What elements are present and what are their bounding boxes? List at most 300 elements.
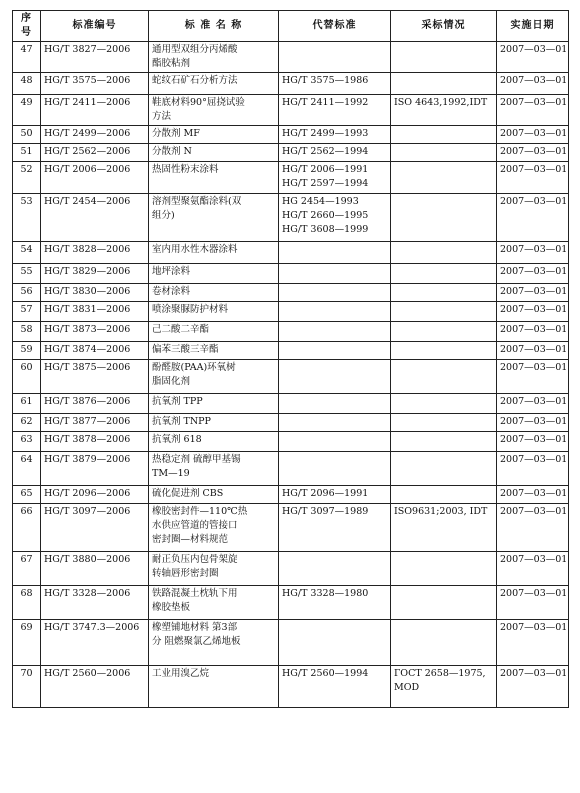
cell-text: ГОСТ 2658—1975, <box>394 668 486 679</box>
cell-text: HG/T 2096—2006 <box>44 488 131 499</box>
cell-replaces <box>279 342 391 360</box>
cell-text: 66 <box>20 506 33 517</box>
cell-text: TM—19 <box>152 468 190 479</box>
table-row <box>13 302 569 322</box>
cell-replaces <box>279 95 391 126</box>
cell-replaces <box>279 284 391 302</box>
cell-text: 2007—03—01 <box>500 266 568 277</box>
cell-date <box>497 194 569 242</box>
cell-date <box>497 162 569 194</box>
cell-date <box>497 302 569 322</box>
cell-replaces <box>279 73 391 95</box>
cell-text: 2007—03—01 <box>500 164 568 175</box>
cell-text: HG/T 2597—1994 <box>282 178 369 189</box>
cell-text: MOD <box>394 682 420 693</box>
cell-date <box>497 322 569 342</box>
table-row <box>13 452 569 486</box>
cell-text: HG/T 3747.3—2006 <box>44 622 140 633</box>
cell-date <box>497 452 569 486</box>
table-row <box>13 144 569 162</box>
cell-adoption <box>391 73 497 95</box>
table-row <box>13 414 569 432</box>
cell-name <box>149 73 279 95</box>
cell-replaces <box>279 242 391 264</box>
cell-text: 组分) <box>152 210 175 221</box>
cell-replaces <box>279 322 391 342</box>
cell-text: 62 <box>20 416 33 427</box>
cell-code <box>41 302 149 322</box>
cell-text: HG/T 2411—2006 <box>44 97 131 108</box>
cell-text: HG/T 2562—2006 <box>44 146 131 157</box>
cell-text: 卷材涂料 <box>152 286 191 297</box>
cell-text: HG 2454—1993 <box>282 196 359 207</box>
cell-name <box>149 620 279 666</box>
cell-name <box>149 242 279 264</box>
table-row <box>13 264 569 284</box>
cell-name <box>149 666 279 708</box>
cell-name <box>149 504 279 552</box>
cell-text: 47 <box>20 44 33 55</box>
standards-table <box>12 10 569 708</box>
table-row <box>13 95 569 126</box>
cell-no <box>13 162 41 194</box>
cell-name <box>149 360 279 394</box>
cell-text: 抗氧剂 TPP <box>152 396 203 407</box>
cell-text: 2007—03—01 <box>500 196 568 207</box>
cell-text: 通用型双组分丙烯酸 <box>152 44 238 55</box>
cell-text: HG/T 3328—2006 <box>44 588 131 599</box>
cell-no <box>13 264 41 284</box>
cell-text: 2007—03—01 <box>500 434 568 445</box>
cell-text: 2007—03—01 <box>500 44 568 55</box>
cell-no <box>13 552 41 586</box>
cell-no <box>13 432 41 452</box>
cell-date <box>497 284 569 302</box>
cell-text: HG/T 3827—2006 <box>44 44 131 55</box>
cell-text: 52 <box>20 164 33 175</box>
cell-no <box>13 452 41 486</box>
cell-adoption <box>391 414 497 432</box>
table-row <box>13 126 569 144</box>
cell-text: 己二酸二辛酯 <box>152 324 210 335</box>
cell-name <box>149 486 279 504</box>
cell-no <box>13 73 41 95</box>
cell-text: 分 阻燃聚氯乙烯地板 <box>152 636 241 647</box>
cell-adoption <box>391 194 497 242</box>
cell-replaces <box>279 360 391 394</box>
cell-text: 酚醛胺(PAA)环氧树 <box>152 362 236 373</box>
cell-date <box>497 552 569 586</box>
cell-code <box>41 144 149 162</box>
cell-text: 抗氧剂 618 <box>152 434 202 445</box>
cell-adoption <box>391 42 497 73</box>
cell-name <box>149 452 279 486</box>
cell-adoption <box>391 264 497 284</box>
cell-adoption <box>391 620 497 666</box>
cell-date <box>497 666 569 708</box>
cell-text: 耐正负压内包骨架旋 <box>152 554 238 565</box>
cell-no <box>13 666 41 708</box>
table-row <box>13 620 569 666</box>
cell-text: 67 <box>20 554 33 565</box>
cell-replaces <box>279 162 391 194</box>
header-no: 序号 <box>13 11 41 42</box>
cell-replaces <box>279 264 391 284</box>
cell-text: 2007—03—01 <box>500 324 568 335</box>
cell-date <box>497 73 569 95</box>
cell-text: HG/T 3575—2006 <box>44 75 131 86</box>
header-replaces: 代替标准 <box>279 11 391 42</box>
cell-name <box>149 414 279 432</box>
cell-text: ISO9631;2003, IDT <box>394 506 488 517</box>
cell-no <box>13 414 41 432</box>
cell-date <box>497 126 569 144</box>
cell-text: 热固性粉末涂料 <box>152 164 219 175</box>
cell-adoption <box>391 162 497 194</box>
cell-date <box>497 242 569 264</box>
cell-text: 鞋底材料90°屈挠试验 <box>152 97 245 108</box>
cell-text: 橡胶密封件—110℃热 <box>152 506 248 517</box>
cell-text: 硫化促进剂 CBS <box>152 488 224 499</box>
cell-no <box>13 302 41 322</box>
cell-text: HG/T 3873—2006 <box>44 324 131 335</box>
cell-text: 2007—03—01 <box>500 97 568 108</box>
cell-date <box>497 414 569 432</box>
cell-code <box>41 360 149 394</box>
cell-date <box>497 586 569 620</box>
cell-code <box>41 162 149 194</box>
cell-date <box>497 504 569 552</box>
cell-text: HG/T 3879—2006 <box>44 454 131 465</box>
cell-text: 56 <box>20 286 33 297</box>
cell-name <box>149 144 279 162</box>
cell-text: 2007—03—01 <box>500 454 568 465</box>
cell-date <box>497 42 569 73</box>
cell-code <box>41 126 149 144</box>
table-body <box>13 42 569 708</box>
cell-date <box>497 432 569 452</box>
cell-text: 59 <box>20 344 33 355</box>
cell-date <box>497 620 569 666</box>
cell-text: 水供应管道的管接口 <box>152 520 238 531</box>
table-row <box>13 322 569 342</box>
cell-text: 分散剂 N <box>152 146 192 157</box>
table-row <box>13 162 569 194</box>
cell-text: 溶剂型聚氨酯涂料(双 <box>152 196 242 207</box>
cell-name <box>149 162 279 194</box>
cell-adoption <box>391 504 497 552</box>
table-row <box>13 360 569 394</box>
cell-text: 铁路混凝土枕轨下用 <box>152 588 238 599</box>
cell-text: 63 <box>20 434 33 445</box>
table-row <box>13 586 569 620</box>
table-row <box>13 284 569 302</box>
cell-name <box>149 264 279 284</box>
cell-text: HG/T 3831—2006 <box>44 304 131 315</box>
cell-name <box>149 302 279 322</box>
cell-text: 酯胶粘剂 <box>152 58 191 69</box>
cell-no <box>13 504 41 552</box>
cell-text: 53 <box>20 196 33 207</box>
cell-adoption <box>391 394 497 414</box>
cell-text: HG/T 3829—2006 <box>44 266 131 277</box>
cell-text: 51 <box>20 146 33 157</box>
cell-code <box>41 42 149 73</box>
table-row <box>13 666 569 708</box>
cell-code <box>41 452 149 486</box>
table-row <box>13 73 569 95</box>
table-row <box>13 504 569 552</box>
cell-adoption <box>391 126 497 144</box>
cell-text: 热稳定剂 硫醇甲基锡 <box>152 454 241 465</box>
table-row <box>13 432 569 452</box>
cell-text: HG/T 3876—2006 <box>44 396 131 407</box>
cell-adoption <box>391 342 497 360</box>
cell-text: 脂固化剂 <box>152 376 191 387</box>
cell-text: 2007—03—01 <box>500 396 568 407</box>
cell-text: 橡塑铺地材料 第3部 <box>152 622 238 633</box>
cell-text: 2007—03—01 <box>500 128 568 139</box>
header-adoption: 采标情况 <box>391 11 497 42</box>
cell-text: HG/T 2096—1991 <box>282 488 369 499</box>
cell-no <box>13 586 41 620</box>
cell-text: HG/T 2006—2006 <box>44 164 131 175</box>
cell-text: 2007—03—01 <box>500 622 568 633</box>
cell-text: 61 <box>20 396 33 407</box>
cell-text: 2007—03—01 <box>500 554 568 565</box>
cell-adoption <box>391 452 497 486</box>
cell-no <box>13 360 41 394</box>
cell-no <box>13 284 41 302</box>
cell-adoption <box>391 552 497 586</box>
cell-text: HG/T 3880—2006 <box>44 554 131 565</box>
cell-text: 60 <box>20 362 33 373</box>
cell-code <box>41 394 149 414</box>
cell-text: HG/T 3877—2006 <box>44 416 131 427</box>
cell-text: 2007—03—01 <box>500 488 568 499</box>
cell-text: 2007—03—01 <box>500 244 568 255</box>
cell-replaces <box>279 452 391 486</box>
cell-text: 偏苯三酸三辛酯 <box>152 344 219 355</box>
cell-text: 工业用溴乙烷 <box>152 668 210 679</box>
cell-adoption <box>391 284 497 302</box>
cell-text: HG/T 3830—2006 <box>44 286 131 297</box>
cell-text: 转轴唇形密封圈 <box>152 568 219 579</box>
table-row <box>13 486 569 504</box>
cell-text: 2007—03—01 <box>500 286 568 297</box>
cell-text: 65 <box>20 488 33 499</box>
header-name: 标 准 名 称 <box>149 11 279 42</box>
cell-text: HG/T 2411—1992 <box>282 97 369 108</box>
cell-replaces <box>279 504 391 552</box>
cell-text: 分散剂 MF <box>152 128 200 139</box>
cell-text: HG/T 2560—1994 <box>282 668 369 679</box>
cell-text: 2007—03—01 <box>500 146 568 157</box>
cell-code <box>41 242 149 264</box>
cell-text: 2007—03—01 <box>500 506 568 517</box>
cell-replaces <box>279 486 391 504</box>
cell-text: 49 <box>20 97 33 108</box>
cell-text: 70 <box>20 668 33 679</box>
cell-code <box>41 95 149 126</box>
cell-date <box>497 394 569 414</box>
cell-text: 57 <box>20 304 33 315</box>
cell-text: HG/T 2562—1994 <box>282 146 369 157</box>
cell-name <box>149 42 279 73</box>
cell-text: HG/T 2499—2006 <box>44 128 131 139</box>
cell-text: 2007—03—01 <box>500 75 568 86</box>
cell-replaces <box>279 42 391 73</box>
header-date: 实施日期 <box>497 11 569 42</box>
cell-name <box>149 322 279 342</box>
table-row <box>13 552 569 586</box>
cell-text: 68 <box>20 588 33 599</box>
cell-text: 方法 <box>152 111 172 122</box>
cell-text: 2007—03—01 <box>500 588 568 599</box>
cell-date <box>497 95 569 126</box>
cell-text: HG/T 3878—2006 <box>44 434 131 445</box>
cell-text: 48 <box>20 75 33 86</box>
cell-adoption <box>391 242 497 264</box>
cell-text: 58 <box>20 324 33 335</box>
cell-replaces <box>279 666 391 708</box>
cell-text: 蛇纹石矿石分析方法 <box>152 75 238 86</box>
cell-text: HG/T 3097—2006 <box>44 506 131 517</box>
cell-code <box>41 264 149 284</box>
cell-replaces <box>279 194 391 242</box>
cell-code <box>41 322 149 342</box>
cell-no <box>13 322 41 342</box>
cell-code <box>41 414 149 432</box>
cell-adoption <box>391 432 497 452</box>
cell-no <box>13 486 41 504</box>
cell-text: 2007—03—01 <box>500 304 568 315</box>
cell-name <box>149 586 279 620</box>
cell-text: 2007—03—01 <box>500 668 568 679</box>
cell-date <box>497 264 569 284</box>
cell-text: HG/T 2454—2006 <box>44 196 131 207</box>
cell-text: 密封圈—材料规范 <box>152 534 229 545</box>
cell-text: 64 <box>20 454 33 465</box>
cell-replaces <box>279 126 391 144</box>
cell-code <box>41 586 149 620</box>
cell-code <box>41 432 149 452</box>
cell-no <box>13 144 41 162</box>
cell-no <box>13 126 41 144</box>
cell-text: 2007—03—01 <box>500 416 568 427</box>
cell-no <box>13 394 41 414</box>
cell-no <box>13 242 41 264</box>
cell-adoption <box>391 302 497 322</box>
cell-no <box>13 620 41 666</box>
cell-text: HG/T 2660—1995 <box>282 210 369 221</box>
cell-date <box>497 360 569 394</box>
cell-adoption <box>391 322 497 342</box>
cell-name <box>149 394 279 414</box>
cell-code <box>41 620 149 666</box>
cell-adoption <box>391 95 497 126</box>
cell-replaces <box>279 432 391 452</box>
cell-text: HG/T 3575—1986 <box>282 75 369 86</box>
cell-code <box>41 486 149 504</box>
cell-text: HG/T 2560—2006 <box>44 668 131 679</box>
cell-text: 2007—03—01 <box>500 362 568 373</box>
cell-text: HG/T 3608—1999 <box>282 224 369 235</box>
cell-no <box>13 342 41 360</box>
cell-text: HG/T 2499—1993 <box>282 128 369 139</box>
cell-replaces <box>279 302 391 322</box>
cell-text: 抗氧剂 TNPP <box>152 416 211 427</box>
cell-text: HG/T 2006—1991 <box>282 164 369 175</box>
cell-text: HG/T 3875—2006 <box>44 362 131 373</box>
cell-replaces <box>279 414 391 432</box>
cell-text: 69 <box>20 622 33 633</box>
cell-replaces <box>279 552 391 586</box>
cell-text: 54 <box>20 244 33 255</box>
table-row <box>13 194 569 242</box>
cell-text: 橡胶垫板 <box>152 602 191 613</box>
cell-replaces <box>279 394 391 414</box>
cell-text: ISO 4643,1992,IDT <box>394 97 488 108</box>
cell-text: HG/T 3874—2006 <box>44 344 131 355</box>
header-row <box>13 11 569 42</box>
cell-no <box>13 194 41 242</box>
table-row <box>13 394 569 414</box>
cell-date <box>497 144 569 162</box>
header-code: 标准编号 <box>41 11 149 42</box>
table-row <box>13 342 569 360</box>
cell-code <box>41 342 149 360</box>
cell-name <box>149 284 279 302</box>
cell-text: 地坪涂料 <box>152 266 191 277</box>
cell-text: HG/T 3097—1989 <box>282 506 369 517</box>
cell-code <box>41 194 149 242</box>
cell-adoption <box>391 586 497 620</box>
cell-replaces <box>279 144 391 162</box>
cell-adoption <box>391 144 497 162</box>
cell-code <box>41 284 149 302</box>
cell-text: 室内用水性木器涂料 <box>152 244 238 255</box>
cell-date <box>497 342 569 360</box>
cell-replaces <box>279 620 391 666</box>
cell-code <box>41 73 149 95</box>
cell-text: HG/T 3328—1980 <box>282 588 369 599</box>
cell-adoption <box>391 666 497 708</box>
cell-name <box>149 194 279 242</box>
cell-no <box>13 95 41 126</box>
cell-code <box>41 504 149 552</box>
cell-text: 55 <box>20 266 33 277</box>
cell-adoption <box>391 360 497 394</box>
table-row <box>13 242 569 264</box>
cell-replaces <box>279 586 391 620</box>
cell-code <box>41 552 149 586</box>
cell-text: 2007—03—01 <box>500 344 568 355</box>
cell-text: 50 <box>20 128 33 139</box>
cell-name <box>149 95 279 126</box>
cell-name <box>149 342 279 360</box>
cell-name <box>149 126 279 144</box>
cell-no <box>13 42 41 73</box>
cell-code <box>41 666 149 708</box>
cell-adoption <box>391 486 497 504</box>
cell-text: 喷涂聚脲防护材料 <box>152 304 229 315</box>
table-row <box>13 42 569 73</box>
cell-name <box>149 432 279 452</box>
cell-text: HG/T 3828—2006 <box>44 244 131 255</box>
cell-date <box>497 486 569 504</box>
cell-name <box>149 552 279 586</box>
